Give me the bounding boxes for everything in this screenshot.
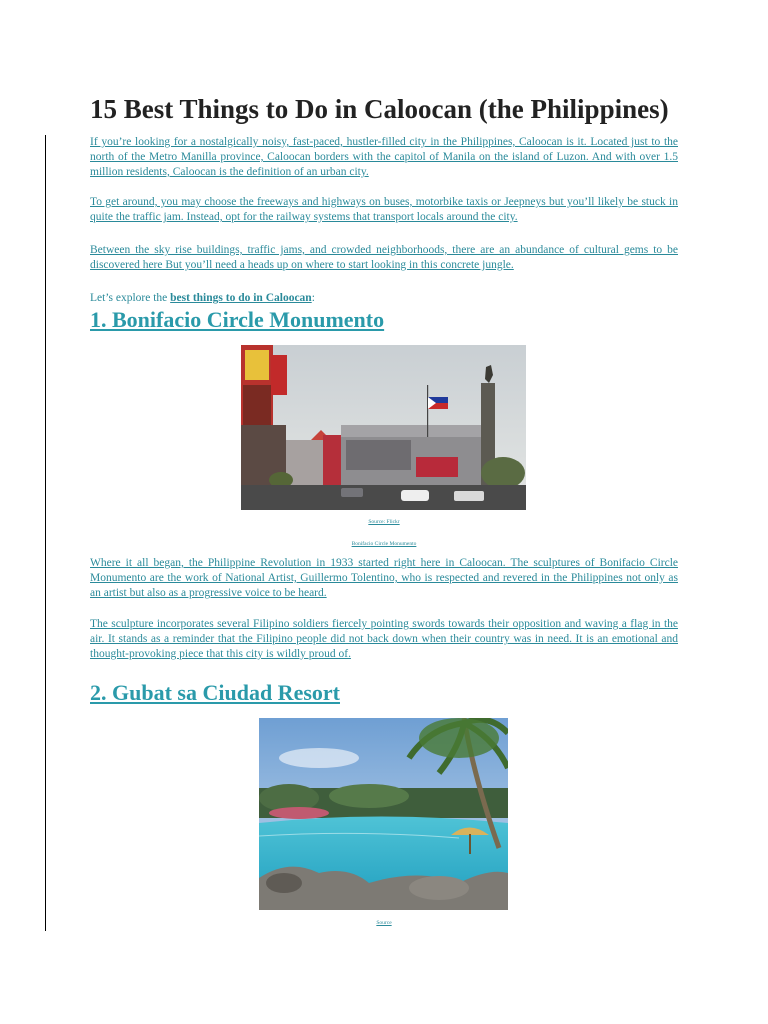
margin-rule: [45, 135, 46, 931]
intro-paragraph-3[interactable]: Between the sky rise buildings, traffic jams, and crowded neighborhoods, there are an abundance of cultural gems to be discovered here But you’ll need a heads up on where to start looking in this concrete jungle.: [90, 244, 678, 271]
explore-suffix: :: [311, 292, 315, 304]
bonifacio-source-caption[interactable]: Source: Flickr: [368, 519, 400, 525]
gubat-resort-photo-graphic: [259, 718, 508, 910]
section-2-heading[interactable]: 2. Gubat sa Ciudad Resort: [90, 680, 340, 705]
gubat-source-caption[interactable]: Source: [376, 920, 392, 926]
explore-prefix: Let’s explore the: [90, 292, 171, 304]
section-1-paragraph-1[interactable]: Where it all began, the Philippine Revolution in 1933 started right here in Caloocan. The sculptures of Bonifacio Circle Monumento are the work of National Artist, Guillermo Tolentino, who is respected and revered in the Philippines not only as an artist but also as a progressive voice to be heard.: [90, 557, 678, 599]
section-1-heading[interactable]: 1. Bonifacio Circle Monumento: [90, 307, 385, 332]
gubat-resort-photo: [259, 718, 508, 910]
section-1-paragraph-2[interactable]: The sculpture incorporates several Filipino soldiers fiercely pointing swords towards their opposition and waving a flag in the air. It stands as a reminder that the Filipino people did not back down when their country was in need. It is an emotional and thought-provoking piece that this city is wildly proud of.: [90, 618, 678, 660]
bonifacio-monument-photo: [241, 345, 526, 510]
bonifacio-monument-photo-graphic: [241, 345, 526, 510]
intro-paragraph-1[interactable]: If you’re looking for a nostalgically noisy, fast-paced, hustler-filled city in the Philippines, Caloocan is it. Located just to the north of the Metro Manilla province, Caloocan borders with the capitol of Manila on the island of Luzon. And with over 1.5 million residents, Caloocan is the definition of an urban city.: [90, 136, 678, 178]
bonifacio-image-caption[interactable]: Bonifacio Circle Monumento: [351, 541, 417, 547]
page-title: 15 Best Things to Do in Caloocan (the Philippines): [90, 94, 669, 124]
intro-paragraph-2[interactable]: To get around, you may choose the freeways and highways on buses, motorbike taxis or Jeepneys but you’ll likely be stuck in quite the traffic jam. Instead, opt for the railway systems that transport locals around the city.: [90, 196, 678, 223]
explore-link[interactable]: best things to do in Caloocan: [170, 292, 312, 304]
explore-line: [90, 291, 678, 306]
